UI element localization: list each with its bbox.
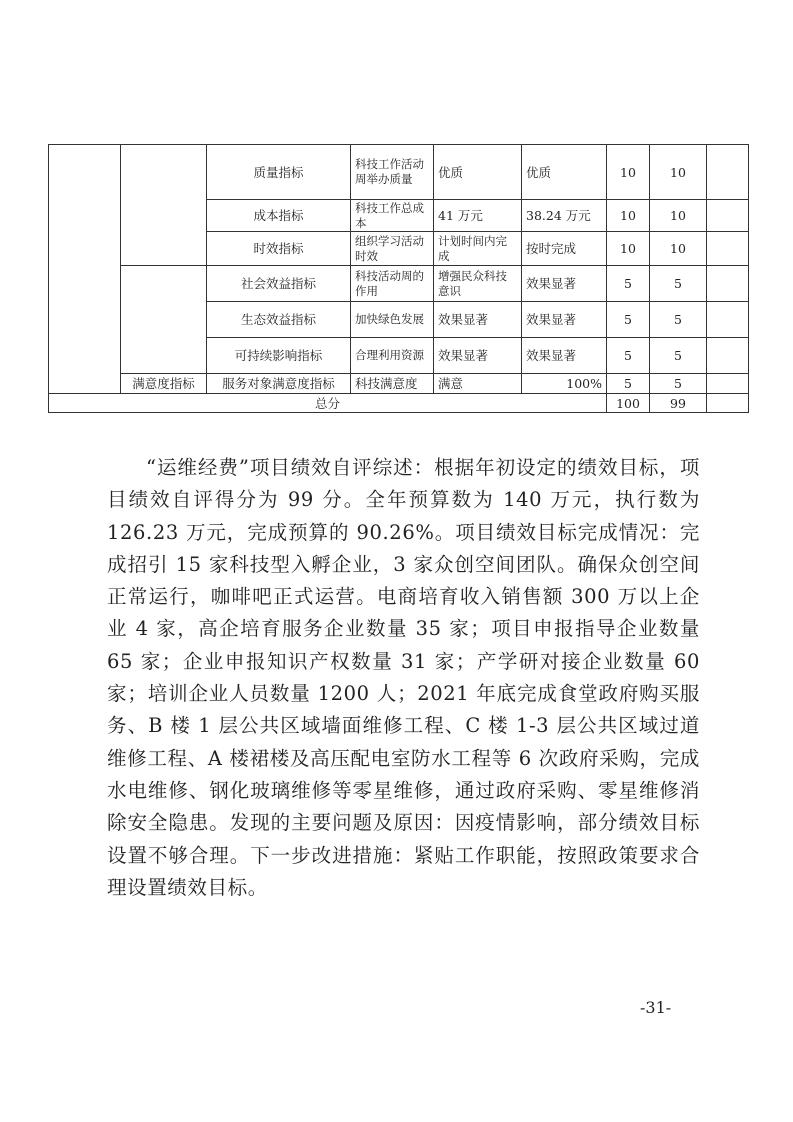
target-cell: 优质 <box>434 145 522 200</box>
level2-cell <box>121 145 207 266</box>
level1-cell <box>49 145 121 394</box>
level3-cell: 生态效益指标 <box>207 302 351 338</box>
score-cell: 10 <box>650 232 707 266</box>
target-cell: 增强民众科技意识 <box>434 266 522 302</box>
summary-text: “运维经费”项目绩效自评综述：根据年初设定的绩效目标，项目绩效自评得分为 99 分。全年预算数为 140 万元，执行数为 126.23 万元，完成预算的 90.26%。项目绩效目标完成情况：完成招引 15 家科技型入孵企业，3 家众创空间团队。确保众创空间正常运行，咖啡吧正式运营。电商培育收入销售额 300 万以上企业 4 家，高企培育服务企业数量 35 家；项目申报指导企业数量 65 家；企业申报知识产权数量 31 家；产学研对接企业数量 60 家；培训企业人员数量 1200 人；2021 年底完成食堂政府购买服务、B 楼 1 层公共区域墙面维修工程、C 楼 1-3 层公共区域过道维修工程、A 楼裙楼及高压配电室防水工程等 6 次政府采购，完成水电维修、钢化玻璃维修等零星维修，通过政府采购、零星维修消除安全隐患。发现的主要问题及原因：因疫情影响，部分绩效目标设置不够合理。下一步改进措施：紧贴工作职能，按照政策要求合理设置绩效目标。 <box>107 456 700 899</box>
actual-cell: 效果显著 <box>522 338 607 374</box>
level2-cell: 满意度指标 <box>121 374 207 394</box>
target-cell: 满意 <box>434 374 522 394</box>
indicator-cell: 加快绿色发展 <box>351 302 434 338</box>
table-row <box>49 145 749 200</box>
score-cell: 5 <box>650 338 707 374</box>
weight-cell: 10 <box>607 145 650 200</box>
total-score: 99 <box>650 394 707 413</box>
page-number: -31- <box>640 998 672 1017</box>
weight-cell: 10 <box>607 232 650 266</box>
level3-cell: 服务对象满意度指标 <box>207 374 351 394</box>
level2-cell <box>121 266 207 374</box>
note-cell <box>707 232 749 266</box>
level3-cell: 质量指标 <box>207 145 351 200</box>
level3-cell: 社会效益指标 <box>207 266 351 302</box>
target-cell: 计划时间内完成 <box>434 232 522 266</box>
total-row <box>49 394 749 413</box>
weight-cell: 5 <box>607 338 650 374</box>
weight-cell: 5 <box>607 374 650 394</box>
total-weight: 100 <box>607 394 650 413</box>
actual-cell: 效果显著 <box>522 266 607 302</box>
weight-cell: 5 <box>607 266 650 302</box>
weight-cell: 5 <box>607 302 650 338</box>
score-cell: 10 <box>650 145 707 200</box>
level3-cell: 时效指标 <box>207 232 351 266</box>
score-cell: 5 <box>650 266 707 302</box>
note-cell <box>707 338 749 374</box>
note-cell <box>707 266 749 302</box>
table-row <box>49 266 749 302</box>
table-row <box>49 374 749 394</box>
total-label: 总分 <box>49 394 607 413</box>
target-cell: 效果显著 <box>434 302 522 338</box>
summary-paragraph <box>107 452 700 904</box>
note-cell <box>707 200 749 232</box>
actual-cell: 优质 <box>522 145 607 200</box>
target-cell: 效果显著 <box>434 338 522 374</box>
weight-cell: 10 <box>607 200 650 232</box>
actual-cell: 按时完成 <box>522 232 607 266</box>
indicator-cell: 合理利用资源 <box>351 338 434 374</box>
level3-cell: 可持续影响指标 <box>207 338 351 374</box>
note-cell <box>707 145 749 200</box>
actual-cell: 38.24 万元 <box>522 200 607 232</box>
total-note <box>707 394 749 413</box>
note-cell <box>707 302 749 338</box>
indicator-cell: 科技满意度 <box>351 374 434 394</box>
actual-cell: 效果显著 <box>522 302 607 338</box>
score-cell: 5 <box>650 374 707 394</box>
performance-table <box>48 144 749 413</box>
indicator-cell: 科技活动周的作用 <box>351 266 434 302</box>
indicator-cell: 科技工作活动周举办质量 <box>351 145 434 200</box>
indicator-cell: 组织学习活动时效 <box>351 232 434 266</box>
note-cell <box>707 374 749 394</box>
score-cell: 10 <box>650 200 707 232</box>
actual-cell: 100% <box>522 374 607 394</box>
target-cell: 41 万元 <box>434 200 522 232</box>
indicator-cell: 科技工作总成本 <box>351 200 434 232</box>
level3-cell: 成本指标 <box>207 200 351 232</box>
score-cell: 5 <box>650 302 707 338</box>
